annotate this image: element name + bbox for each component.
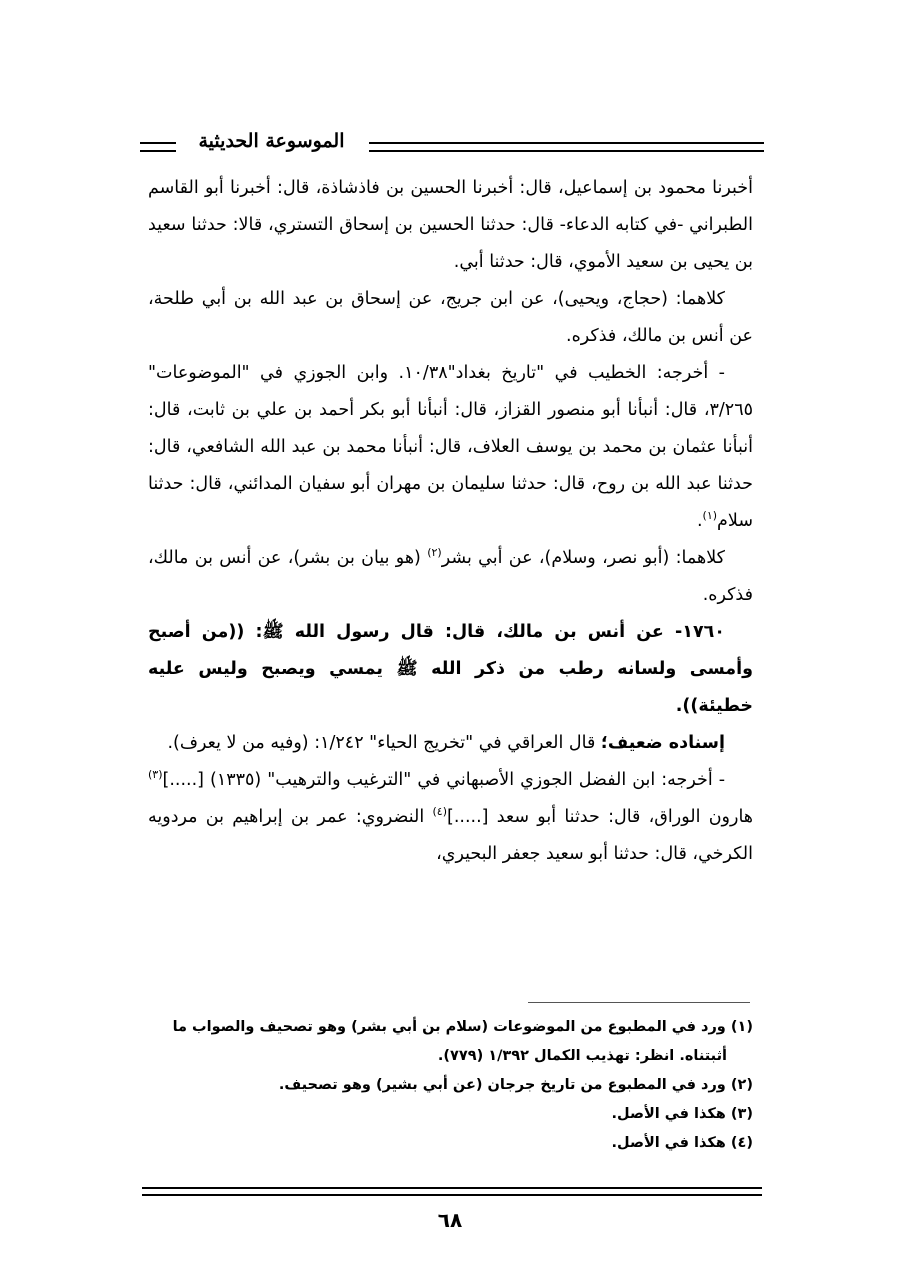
bottom-rule [142, 1187, 762, 1196]
paragraph-takhrij-1 [148, 355, 753, 540]
footnote-2: (٢) ورد في المطبوع من تاريخ جرجان (عن أبي بشير) وهو تصحيف. [278, 1077, 753, 1093]
paragraph-isnad-3 [148, 540, 753, 614]
header-rule-right [369, 142, 764, 152]
footnote-ref-4: (٤) [432, 805, 447, 819]
paragraph-grading [148, 725, 753, 762]
paragraph-isnad-3-text-a: كلاهما: (أبو نصر، وسلام)، عن أبي بشر [441, 548, 725, 568]
page-number: ٦٨ [437, 1208, 463, 1232]
paragraph-takhrij-1-text: - أخرجه: الخطيب في "تاريخ بغداد"١٠/٣٨. وابن الجوزي في "الموضوعات" ٣/٢٦٥، قال: أنبأنا أبو منصور القزاز، قال: أنبأنا أبو بكر أحمد بن علي بن ثابت، قال: أنبأنا عثمان بن محمد بن يوسف العلاف، قال: أنبأنا محمد بن عبد الله الشافعي، قال: حدثنا عبد الله بن روح، قال: حدثنا سليمان بن مهران أبو سفيان المدائني، قال: حدثنا سلام [148, 363, 753, 531]
footnote-3: (٣) هكذا في الأصل. [611, 1106, 753, 1122]
paragraph-isnad-3-text-b: (هو بيان بن بشر)، عن أنس بن مالك، فذكره. [148, 548, 753, 605]
footnote-1-continued: أثبتناه. انظر: تهذيب الكمال ١/٣٩٢ (٧٧٩). [437, 1048, 727, 1064]
footnote-ref-1: (١) [702, 509, 718, 523]
footnote-ref-2: (٢) [427, 546, 442, 560]
paragraph-takhrij-2 [148, 762, 753, 873]
footnote-separator [528, 1002, 750, 1003]
grading-text: قال العراقي في "تخريج الحياء" ١/٢٤٢: (وفيه من لا يعرف). [167, 733, 601, 753]
footnote-1: (١) ورد في المطبوع من الموضوعات (سلام بن أبي بشر) وهو تصحيف والصواب ما [172, 1019, 753, 1035]
paragraph-takhrij-2-text-a: - أخرجه: ابن الفضل الجوزي الأصبهاني في "الترغيب والترهيب" (١٣٣٥) [.....] [162, 770, 726, 790]
paragraph-end-period: . [696, 511, 703, 531]
paragraph-isnad-2: كلاهما: (حجاج، ويحيى)، عن ابن جريج، عن إسحاق بن عبد الله بن أبي طلحة، عن أنس بن مالك، فذكره. [148, 289, 753, 346]
header-rule-left [140, 142, 176, 152]
footnote-ref-3: (٣) [148, 768, 163, 782]
hadith-1760-text: ١٧٦٠- عن أنس بن مالك، قال: قال رسول الله ﷺ: ((من أصبح وأمسى ولسانه رطب من ذكر الله ﷺ يمسي ويصبح وليس عليه خطيئة)). [148, 622, 753, 716]
header-title: الموسوعة الحديثية [198, 130, 345, 152]
paragraph-takhrij-2-text-c: النضروي: عمر بن إبراهيم بن مردويه الكرخي، قال: حدثنا أبو سعيد جعفر البحيري، [148, 807, 753, 864]
paragraph-takhrij-2-text-b: هارون الوراق، قال: حدثنا أبو سعد [.....] [447, 807, 754, 827]
grading-label: إسناده ضعيف؛ [600, 733, 725, 753]
paragraph-isnad-1: أخبرنا محمود بن إسماعيل، قال: أخبرنا الحسين بن فاذشاذة، قال: أخبرنا أبو القاسم الطبراني -في كتابه الدعاء- قال: حدثنا الحسين بن إسحاق التستري، قالا: حدثنا سعيد بن يحيى بن سعيد الأموي، قال: حدثنا أبي. [148, 178, 753, 272]
running-header [140, 128, 764, 162]
footnotes [148, 1013, 753, 1158]
footnote-4: (٤) هكذا في الأصل. [611, 1135, 753, 1151]
main-text [148, 170, 753, 873]
